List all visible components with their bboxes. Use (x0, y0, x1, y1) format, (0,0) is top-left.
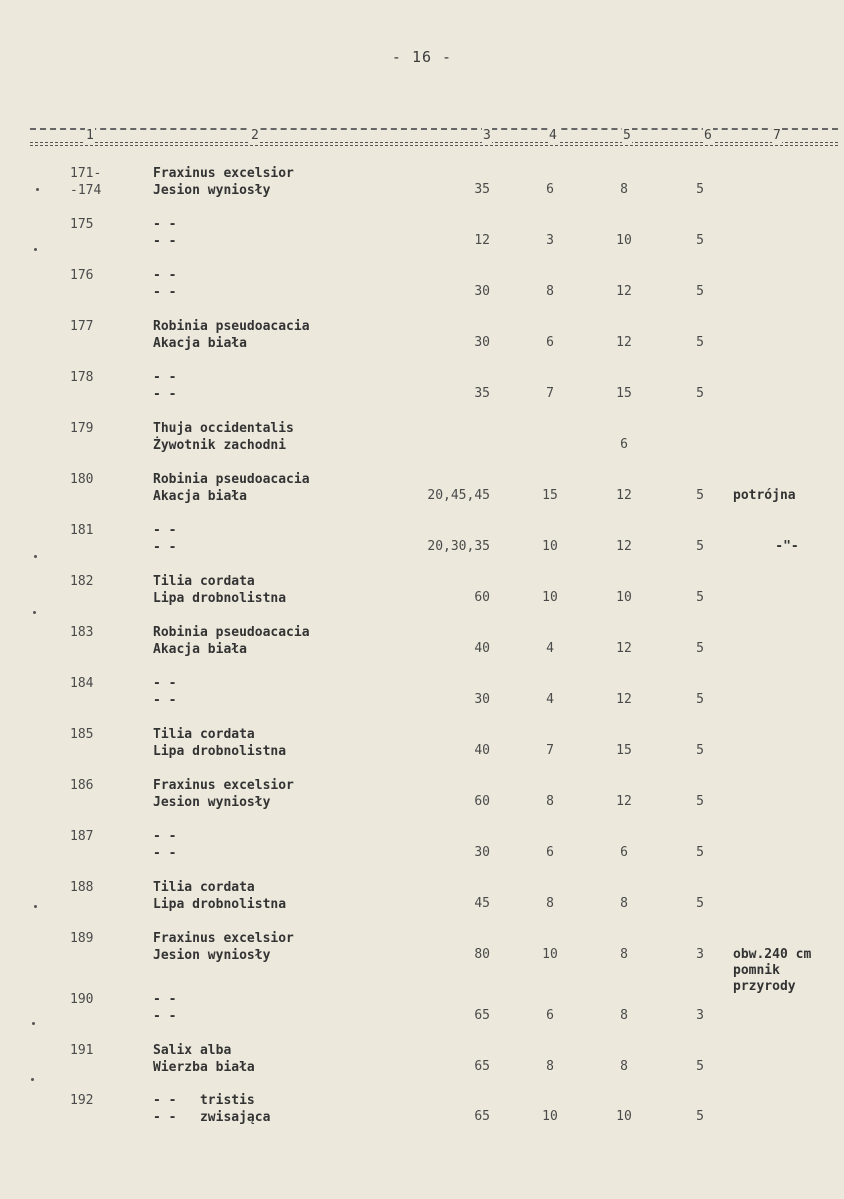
species-polish-name: Akacja biała (153, 489, 247, 504)
species-latin-name: Salix alba (153, 1043, 232, 1058)
row-number: 179 (70, 421, 94, 436)
species-latin-name: Robinia pseudoacacia (153, 625, 310, 640)
species-latin-name: - - tristis (153, 1093, 255, 1108)
table-row (0, 318, 844, 370)
species-polish-name: - - (153, 285, 177, 300)
table-row (0, 1042, 844, 1094)
species-name (153, 471, 310, 505)
species-latin-name: Fraxinus excelsior (153, 931, 294, 946)
table-row (0, 165, 844, 217)
column-6-value: 5 (696, 539, 704, 554)
column-4-value: 6 (546, 1008, 554, 1023)
column-5-value: 10 (616, 590, 632, 605)
column-4-value: 6 (546, 845, 554, 860)
column-5-value: 12 (616, 692, 632, 707)
column-5-value: 8 (620, 1008, 628, 1023)
column-5-value: 15 (616, 743, 632, 758)
row-number: 186 (70, 778, 94, 793)
row-number: 187 (70, 829, 94, 844)
column-4-value: 10 (542, 539, 558, 554)
column-6-value: 5 (696, 896, 704, 911)
species-latin-name: Fraxinus excelsior (153, 166, 294, 181)
column-5-value: 12 (616, 641, 632, 656)
column-5-value: 12 (616, 488, 632, 503)
column-5-value: 8 (620, 182, 628, 197)
diameter-value: 40 (474, 641, 490, 656)
species-latin-name: Tilia cordata (153, 727, 255, 742)
row-number: 184 (70, 676, 94, 691)
table-row (0, 828, 844, 880)
row-number: 182 (70, 574, 94, 589)
table-row (0, 777, 844, 829)
species-polish-name: - - zwisająca (153, 1110, 271, 1125)
column-4-value: 7 (546, 386, 554, 401)
column-4-value: 8 (546, 896, 554, 911)
species-name (153, 573, 286, 607)
column-5-value: 15 (616, 386, 632, 401)
diameter-value: 65 (474, 1059, 490, 1074)
row-number: 191 (70, 1043, 94, 1058)
species-polish-name: Jesion wyniosły (153, 948, 271, 963)
species-polish-name: - - (153, 234, 177, 249)
column-6-value: 5 (696, 794, 704, 809)
column-5-value: 12 (616, 794, 632, 809)
diameter-value: 20,45,45 (427, 488, 490, 503)
species-polish-name: - - (153, 387, 177, 402)
column-4-value: 4 (546, 641, 554, 656)
row-number: 188 (70, 880, 94, 895)
species-latin-name: Tilia cordata (153, 880, 255, 895)
species-latin-name: - - (153, 676, 177, 691)
column-number-6: 6 (704, 128, 712, 143)
species-polish-name: - - (153, 1009, 177, 1024)
column-6-value: 5 (696, 845, 704, 860)
diameter-value: 35 (474, 182, 490, 197)
paper-speck (32, 1022, 35, 1025)
table-row (0, 624, 844, 676)
species-polish-name: Akacja biała (153, 336, 247, 351)
column-number-4: 4 (549, 128, 557, 143)
species-name (153, 624, 310, 658)
column-6-value: 5 (696, 641, 704, 656)
column-6-value: 5 (696, 1059, 704, 1074)
diameter-value: 80 (474, 947, 490, 962)
row-number: 177 (70, 319, 94, 334)
species-name (153, 369, 176, 403)
species-name (153, 1042, 255, 1076)
table-row (0, 1092, 844, 1144)
species-polish-name: Lipa drobnolistna (153, 897, 287, 912)
table-row (0, 726, 844, 778)
column-6-value: 5 (696, 233, 704, 248)
column-5-value: 10 (616, 1109, 632, 1124)
species-name (153, 267, 176, 301)
diameter-value: 65 (474, 1109, 490, 1124)
table-row (0, 420, 844, 472)
row-number: 183 (70, 625, 94, 640)
remarks: obw.240 cm pomnik przyrody (733, 947, 812, 994)
species-latin-name: Robinia pseudoacacia (153, 472, 310, 487)
species-latin-name: - - (153, 217, 177, 232)
column-5-value: 12 (616, 539, 632, 554)
column-number-3: 3 (483, 128, 491, 143)
table-row (0, 879, 844, 931)
row-number: 175 (70, 217, 94, 232)
species-name (153, 675, 176, 709)
paper-speck (33, 611, 36, 614)
species-name (153, 1092, 270, 1126)
column-5-value: 12 (616, 284, 632, 299)
species-latin-name: - - (153, 829, 177, 844)
column-6-value: 3 (696, 1008, 704, 1023)
diameter-value: 60 (474, 590, 490, 605)
species-polish-name: - - (153, 693, 177, 708)
diameter-value: 12 (474, 233, 490, 248)
species-name (153, 318, 310, 352)
species-name (153, 828, 176, 862)
column-5-value: 8 (620, 896, 628, 911)
diameter-value: 30 (474, 845, 490, 860)
column-4-value: 8 (546, 284, 554, 299)
column-4-value: 6 (546, 335, 554, 350)
species-polish-name: Jesion wyniosły (153, 183, 271, 198)
species-latin-name: Tilia cordata (153, 574, 255, 589)
table-row (0, 522, 844, 574)
column-4-value: 4 (546, 692, 554, 707)
species-name (153, 165, 294, 199)
table-header-rule (30, 128, 838, 130)
column-4-value: 3 (546, 233, 554, 248)
table-row (0, 675, 844, 727)
column-6-value: 5 (696, 590, 704, 605)
table-row (0, 991, 844, 1043)
column-6-value: 5 (696, 692, 704, 707)
species-latin-name: - - (153, 268, 177, 283)
column-6-value: 3 (696, 947, 704, 962)
column-number-1: 1 (86, 128, 94, 143)
column-6-value: 5 (696, 284, 704, 299)
species-name (153, 216, 176, 250)
column-6-value: 5 (696, 1109, 704, 1124)
species-name (153, 879, 286, 913)
column-6-value: 5 (696, 488, 704, 503)
paper-speck (31, 1078, 34, 1081)
species-polish-name: Wierzba biała (153, 1060, 255, 1075)
species-latin-name: Robinia pseudoacacia (153, 319, 310, 334)
row-number: 190 (70, 992, 94, 1007)
paper-speck (34, 905, 37, 908)
row-number: 192 (70, 1093, 94, 1108)
paper-speck (34, 248, 37, 251)
table-row (0, 267, 844, 319)
row-number: 171- -174 (70, 166, 102, 198)
diameter-value: 60 (474, 794, 490, 809)
remarks: -"- (775, 539, 799, 554)
species-name (153, 420, 294, 454)
column-number-2: 2 (251, 128, 259, 143)
species-name (153, 777, 294, 811)
column-5-value: 6 (620, 437, 628, 452)
column-4-value: 7 (546, 743, 554, 758)
species-name (153, 522, 176, 556)
table-header-double-rule (30, 142, 838, 148)
species-latin-name: Thuja occidentalis (153, 421, 294, 436)
table-row (0, 573, 844, 625)
diameter-value: 45 (474, 896, 490, 911)
column-number-7: 7 (773, 128, 781, 143)
remarks: potrójna (733, 488, 796, 503)
species-polish-name: - - (153, 846, 177, 861)
paper-speck (34, 555, 37, 558)
species-latin-name: - - (153, 523, 177, 538)
species-polish-name: Lipa drobnolistna (153, 744, 287, 759)
row-number: 181 (70, 523, 94, 538)
column-5-value: 6 (620, 845, 628, 860)
paper-speck (36, 188, 39, 191)
species-polish-name: Jesion wyniosły (153, 795, 271, 810)
column-4-value: 8 (546, 1059, 554, 1074)
species-latin-name: - - (153, 992, 177, 1007)
column-6-value: 5 (696, 182, 704, 197)
column-5-value: 8 (620, 1059, 628, 1074)
diameter-value: 30 (474, 692, 490, 707)
diameter-value: 65 (474, 1008, 490, 1023)
row-number: 178 (70, 370, 94, 385)
diameter-value: 20,30,35 (427, 539, 490, 554)
column-6-value: 5 (696, 335, 704, 350)
column-4-value: 15 (542, 488, 558, 503)
row-number: 185 (70, 727, 94, 742)
column-5-value: 8 (620, 947, 628, 962)
table-row (0, 216, 844, 268)
column-6-value: 5 (696, 386, 704, 401)
species-polish-name: Lipa drobnolistna (153, 591, 287, 606)
column-6-value: 5 (696, 743, 704, 758)
table-row (0, 471, 844, 523)
diameter-value: 40 (474, 743, 490, 758)
column-4-value: 6 (546, 182, 554, 197)
column-number-5: 5 (623, 128, 631, 143)
page-number: - 16 - (391, 48, 453, 66)
row-number: 180 (70, 472, 94, 487)
row-number: 189 (70, 931, 94, 946)
diameter-value: 30 (474, 335, 490, 350)
species-polish-name: - - (153, 540, 177, 555)
column-4-value: 8 (546, 794, 554, 809)
column-5-value: 12 (616, 335, 632, 350)
species-latin-name: - - (153, 370, 177, 385)
diameter-value: 30 (474, 284, 490, 299)
species-latin-name: Fraxinus excelsior (153, 778, 294, 793)
column-4-value: 10 (542, 947, 558, 962)
row-number: 176 (70, 268, 94, 283)
table-row (0, 930, 844, 994)
species-name (153, 726, 286, 760)
species-name (153, 991, 176, 1025)
species-name (153, 930, 294, 964)
column-4-value: 10 (542, 590, 558, 605)
table-row (0, 369, 844, 421)
species-polish-name: Żywotnik zachodni (153, 438, 287, 453)
species-polish-name: Akacja biała (153, 642, 247, 657)
column-4-value: 10 (542, 1109, 558, 1124)
column-5-value: 10 (616, 233, 632, 248)
diameter-value: 35 (474, 386, 490, 401)
